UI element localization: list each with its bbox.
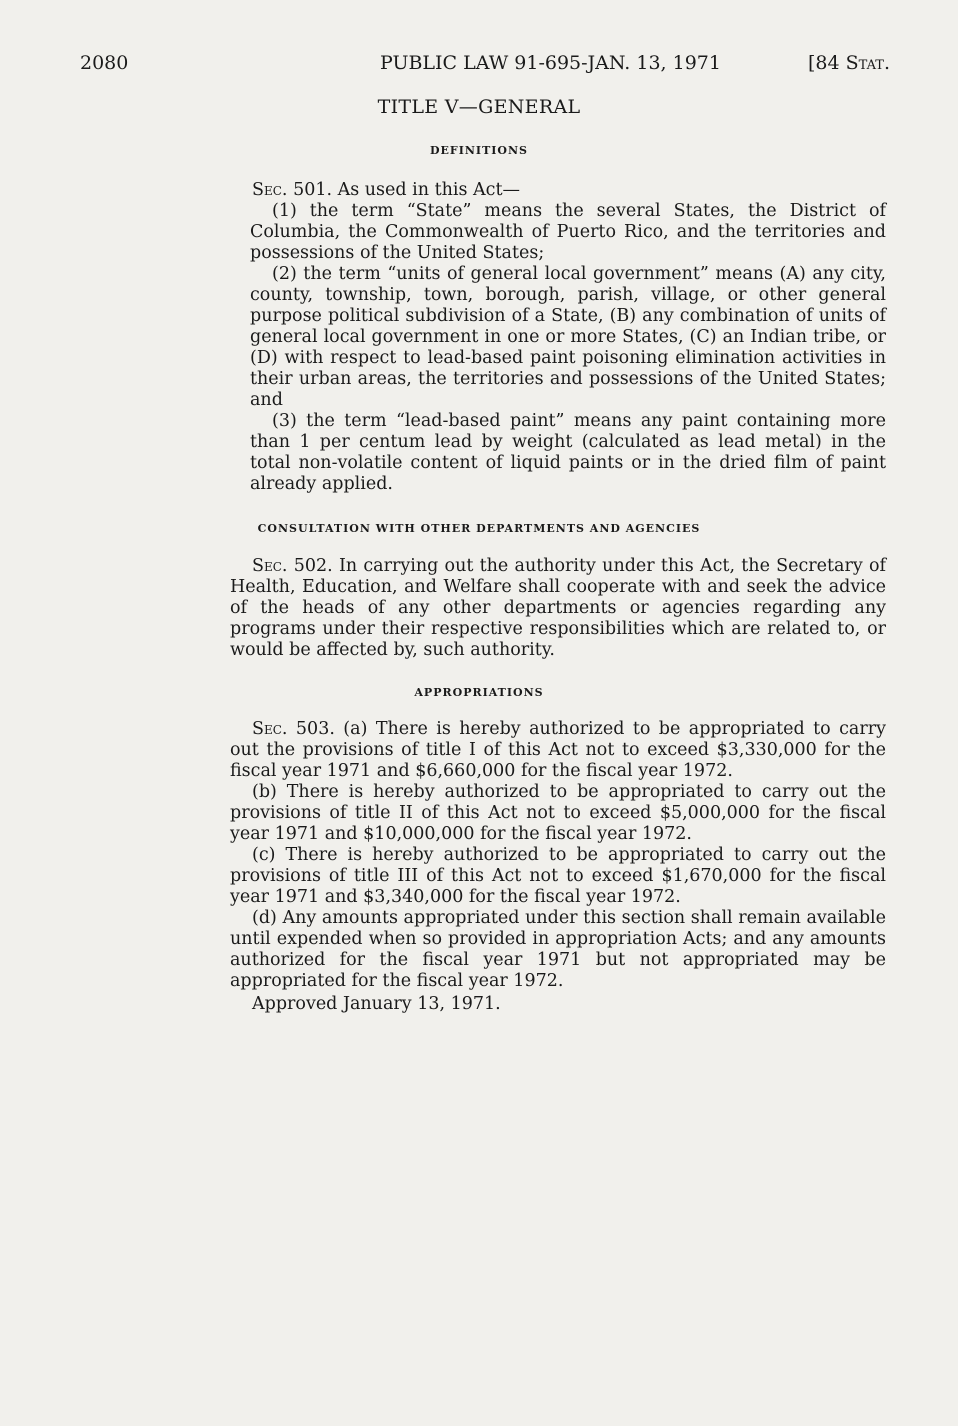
definition-item-2: (2) the term “units of general local government” means (A) any city, county, township, town, borough, parish, village, or other general purpose political subdivision of a State, (B) any combination of units of general local government in one or more States, (C) an Indian tribe, or (D) with respect to lead-based paint poisoning elimination activities in their urban areas, the territories and possessions of the United States; and: [250, 264, 886, 410]
sec-503-c: (c) There is hereby authorized to be appropriated to carry out the provisions of title III of this Act not to exceed $1,670,000 for the fiscal year 1971 and $3,340,000 for the fiscal year 1972.: [230, 845, 886, 907]
volume-prefix: [84: [807, 52, 840, 74]
sec-label: Sec.: [252, 719, 288, 739]
page-number: 2080: [80, 52, 129, 74]
page-header: [80, 52, 890, 78]
volume-citation: [808, 52, 890, 74]
approval-date: Approved January 13, 1971.: [252, 994, 501, 1014]
sec-503-d: (d) Any amounts appropriated under this section shall remain available until expended when so provided in appropriation Acts; and any amounts authorized for the fiscal year 1971 but not appropriated may be appropriated for the fiscal year 1972.: [230, 908, 886, 991]
sec-label: Sec.: [252, 180, 288, 200]
sec-501-lead: [230, 180, 886, 201]
definitions-heading: DEFINITIONS: [430, 144, 528, 157]
bleed-through-texture: [300, 120, 900, 141]
sec-501-text: 501. As used in this Act—: [293, 180, 521, 200]
consultation-heading: CONSULTATION WITH OTHER DEPARTMENTS AND AGENCIES: [257, 522, 701, 535]
sec-502-paragraph: [230, 556, 886, 661]
sec-503-a-text: 503. (a) There is hereby authorized to be appropriated to carry out the provisions of title I of this Act not to exceed $3,330,000 for the fiscal year 1971 and $6,660,000 for the fiscal year 1972.: [230, 719, 886, 781]
consultation-section: [230, 556, 886, 661]
volume-stat: Stat.: [845, 52, 890, 74]
appropriations-section: [230, 719, 886, 1015]
sec-label: Sec.: [252, 556, 288, 576]
definitions-section: [230, 180, 886, 495]
sec-503-a: [230, 719, 886, 782]
sec-503-b: (b) There is hereby authorized to be appropriated to carry out the provisions of title II of this Act not to exceed $5,000,000 for the fiscal year 1971 and $10,000,000 for the fiscal year 1972.: [230, 782, 886, 844]
definition-item-1: (1) the term “State” means the several States, the District of Columbia, the Commonwealth of Puerto Rico, and the territories and possessions of the United States;: [250, 201, 886, 263]
running-title: PUBLIC LAW 91-695-JAN. 13, 1971: [380, 52, 721, 74]
appropriations-heading: APPROPRIATIONS: [414, 686, 544, 699]
sec-502-text: 502. In carrying out the authority under this Act, the Secretary of Health, Education, and Welfare shall cooperate with and seek the advice of the heads of any other departments or agencies regarding any programs under their respective responsibilities which are related to, or would be affected by, such authority.: [230, 556, 886, 660]
definition-item-3: (3) the term “lead-based paint” means any paint containing more than 1 per centum lead by weight (calculated as lead metal) in the total non-volatile content of liquid paints or in the dried film of paint already applied.: [250, 411, 886, 494]
title-heading: TITLE V—GENERAL: [377, 96, 581, 118]
